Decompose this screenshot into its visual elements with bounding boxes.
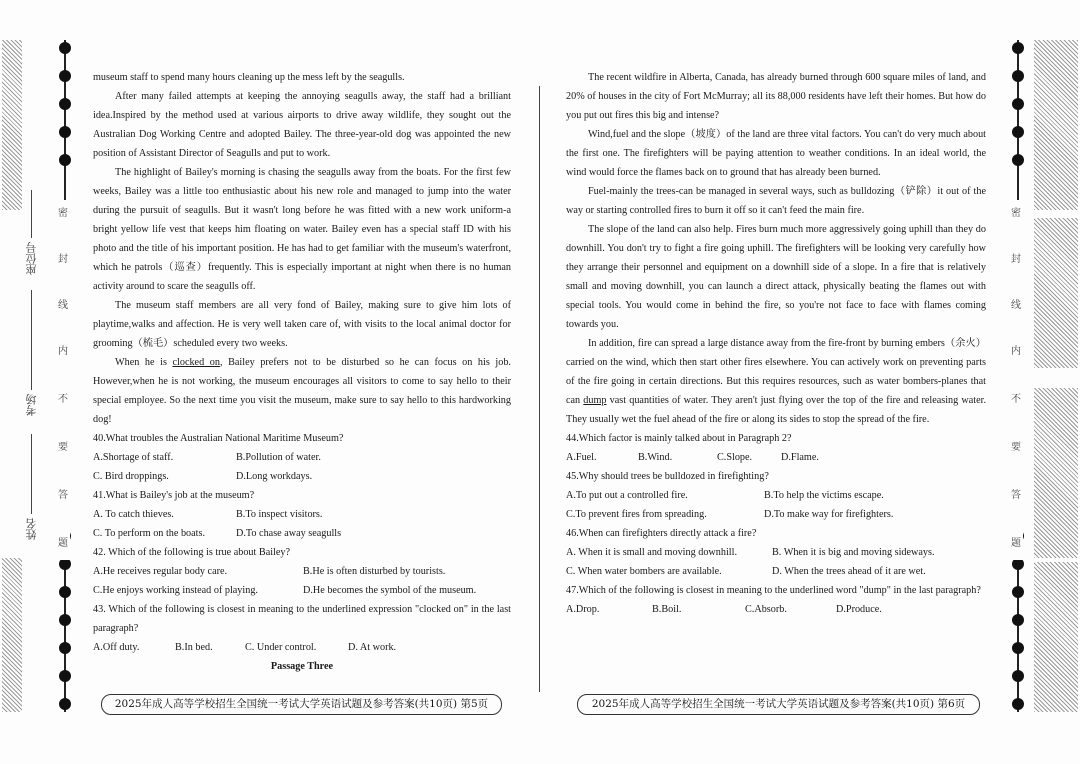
answer-option: B. When it is big and moving sideways. (772, 547, 935, 558)
question-stem: 40.What troubles the Australian National Maritime Museum? (93, 433, 344, 444)
name-label: 姓名 (25, 518, 38, 540)
question-stem: 43. Which of the following is closest in meaning to the underlined expression "clocked on" in the last paragraph? (93, 604, 511, 634)
answer-option: A.He receives regular body care. (93, 566, 228, 577)
hatch-pattern (2, 558, 22, 712)
hatch-pattern (1034, 388, 1078, 558)
underlined-expression: clocked on (172, 357, 220, 368)
answer-option: D.Produce. (836, 604, 882, 615)
seal-notice-left: 密 封 线 内 不 要 答 题 (56, 200, 70, 560)
punch-hole (1012, 98, 1024, 110)
answer-option: C.He enjoys working instead of playing. (93, 585, 258, 596)
question-stem: 44.Which factor is mainly talked about in Paragraph 2? (566, 433, 792, 444)
punch-hole (1012, 586, 1024, 598)
candidate-info-column (22, 190, 42, 570)
passage-paragraph: When he is clocked on, Bailey prefers not to be disturbed so he can focus on his job. However,when he is not working, the museum encourages all visitors to come to say hello to their special employee. So the next time you visit the museum, make sure to say hello to this hardworking dog! (93, 357, 511, 425)
answer-option: D.Flame. (781, 452, 819, 463)
passage-paragraph: After many failed attempts at keeping the annoying seagulls away, the staff had a brilliant idea.Inspired by the method used at various airports to drive away wildlife, they sought out the Australian Dog Working Centre and adopted Bailey. The three-year-old dog was appointed the new position of Assistant Director of Seagulls and put to work. (93, 91, 511, 159)
option-row (93, 505, 511, 524)
seal-notice-right: 密 封 线 内 不 要 答 题 (1009, 200, 1023, 560)
punch-hole (59, 586, 71, 598)
page-footer-left: 2025年成人高等学校招生全国统一考试大学英语试题及参考答案(共10页) 第5页 (101, 694, 502, 715)
answer-option: D.Long workdays. (236, 471, 313, 482)
option-row (566, 486, 986, 505)
option-row (566, 562, 986, 581)
option-row (566, 448, 986, 467)
page-footer-right: 2025年成人高等学校招生全国统一考试大学英语试题及参考答案(共10页) 第6页 (577, 694, 980, 715)
question-stem: 45.Why should trees be bulldozed in firefighting? (566, 471, 769, 482)
punch-hole (59, 698, 71, 710)
punch-hole (1012, 698, 1024, 710)
answer-option: B.Boil. (652, 604, 682, 615)
answer-option: B.Wind. (638, 452, 673, 463)
left-binding-strip (2, 40, 22, 712)
option-row (566, 505, 986, 524)
passage-paragraph: museum staff to spend many hours cleaning up the mess left by the seagulls. (93, 72, 405, 83)
page-divider (539, 86, 540, 692)
underlined-word: dump (583, 395, 607, 406)
option-row (93, 467, 511, 486)
seat-number-label: 座位号 (25, 242, 38, 275)
punch-hole (59, 98, 71, 110)
answer-option: A.To put out a controlled fire. (566, 490, 688, 501)
passage-paragraph: In addition, fire can spread a large distance away from the fire-front by burning embers（余火）carried on the wind, which then start other fires elsewhere. You can actively work on preventing parts of the fire going in certain directions. But this requires resources, such as water bombers-planes that can dump vast quantities of water. They aren't just flying over the top of the fire and releasing water. They usually wet the fuel ahead of the fire or along its sides to stop the spread of the fire. (566, 338, 986, 425)
hatch-pattern (1034, 40, 1078, 210)
answer-option: A. To catch thieves. (93, 509, 174, 520)
punch-hole (1012, 154, 1024, 166)
option-row (93, 562, 511, 581)
passage-paragraph: Fuel-mainly the trees-can be managed in several ways, such as bulldozing（铲除）it out of the way or starting controlled fires to burn it off so it can't feed the main fire. (566, 186, 986, 216)
answer-option: C. Under control. (245, 642, 317, 653)
answer-option: B.To inspect visitors. (236, 509, 323, 520)
punch-hole (59, 614, 71, 626)
section-title: Passage Three (270, 661, 334, 672)
answer-option: C.To prevent fires from spreading. (566, 509, 707, 520)
answer-option: B.He is often disturbed by tourists. (303, 566, 446, 577)
hatch-pattern (1034, 562, 1078, 712)
passage-paragraph: The recent wildfire in Alberta, Canada, has already burned through 600 square miles of land, and 20% of houses in the city of Fort McMurray; all its 88,000 residents have left their homes. But how do you put out fires this big and intense? (566, 72, 986, 121)
passage-paragraph: The highlight of Bailey's morning is chasing the seagulls away from the boats. For the first few weeks, Bailey was a little too enthusiastic about his new role and managed to jump into the water during the pursuit of seagulls. But it wasn't long before he was fitted with a new work uniform-a bright yellow life vest that keeps him floating on water. Bailey even has a special staff ID with his photo and the title of his important position. He has had to get familiar with the museum's waterfront, which he patrols（巡查）frequently. This is especially important at night when there is no human activity around to scare the seagulls off. (93, 167, 511, 292)
punch-hole (1012, 614, 1024, 626)
option-row (93, 524, 511, 543)
answer-option: C. When water bombers are available. (566, 566, 722, 577)
option-row (93, 638, 511, 657)
question-stem: 42. Which of the following is true about Bailey? (93, 547, 291, 558)
left-page-text (93, 68, 511, 676)
hatch-pattern (2, 40, 22, 210)
punch-hole (1012, 126, 1024, 138)
answer-option: C. To perform on the boats. (93, 528, 205, 539)
answer-option: B.In bed. (175, 642, 213, 653)
answer-option: A.Off duty. (93, 642, 140, 653)
hatch-pattern (1034, 218, 1078, 368)
answer-option: A.Drop. (566, 604, 600, 615)
question-stem: 47.Which of the following is closest in meaning to the underlined word "dump" in the last paragraph? (566, 585, 981, 596)
answer-option: D.He becomes the symbol of the museum. (303, 585, 477, 596)
punch-hole (59, 154, 71, 166)
punch-hole (59, 126, 71, 138)
right-binding-strip (1034, 40, 1078, 712)
punch-hole (1012, 642, 1024, 654)
punch-hole (59, 42, 71, 54)
answer-option: A.Shortage of staff. (93, 452, 174, 463)
punch-hole (59, 642, 71, 654)
answer-option: D. At work. (348, 642, 397, 653)
punch-hole (59, 670, 71, 682)
answer-option: A. When it is small and moving downhill. (566, 547, 738, 558)
question-stem: 41.What is Bailey's job at the museum? (93, 490, 255, 501)
right-page-text (566, 68, 986, 619)
punch-hole (59, 70, 71, 82)
passage-paragraph: The slope of the land can also help. Fires burn much more aggressively going uphill than they do downhill. You don't try to fight a fire going uphill. The firefighters will be looking very carefully how they arrange their personnel and equipment on a downhill side of a slope. In a fire that is relatively small and moving downhill, you can launch a direct attack, physically beating the flames out with special tools. You would come in behind the fire, so you're not face to face with flames coming towards you. (566, 224, 986, 330)
answer-option: D. When the trees ahead of it are wet. (772, 566, 926, 577)
punch-hole (1012, 42, 1024, 54)
answer-option: B.To help the victims escape. (764, 490, 884, 501)
answer-option: B.Pollution of water. (236, 452, 321, 463)
passage-paragraph: Wind,fuel and the slope（坡度）of the land are three vital factors. You can't do very much about the first one. The firefighters will be paying attention to weather conditions. In an ideal world, the wind would force the flames back on to ground that has already been burned. (566, 129, 986, 178)
option-row (93, 448, 511, 467)
fill-line (31, 190, 32, 238)
fill-line (31, 434, 32, 514)
question-stem: 46.When can firefighters directly attack a fire? (566, 528, 757, 539)
passage-paragraph: The museum staff members are all very fond of Bailey, making sure to give him lots of playtime,walks and affection. He is very well taken care of, with visits to the local animal doctor for grooming（梳毛）scheduled every two weeks. (93, 300, 511, 349)
answer-option: C. Bird droppings. (93, 471, 169, 482)
answer-option: A.Fuel. (566, 452, 597, 463)
fill-line (31, 290, 32, 390)
answer-option: D.To make way for firefighters. (764, 509, 894, 520)
punch-hole (1012, 70, 1024, 82)
punch-hole (1012, 670, 1024, 682)
answer-option: C.Slope. (717, 452, 753, 463)
exam-room-label: 考场 (25, 394, 38, 416)
option-row (93, 581, 511, 600)
answer-option: D.To chase away seagulls (236, 528, 342, 539)
option-row (566, 600, 986, 619)
answer-option: C.Absorb. (745, 604, 787, 615)
option-row (566, 543, 986, 562)
